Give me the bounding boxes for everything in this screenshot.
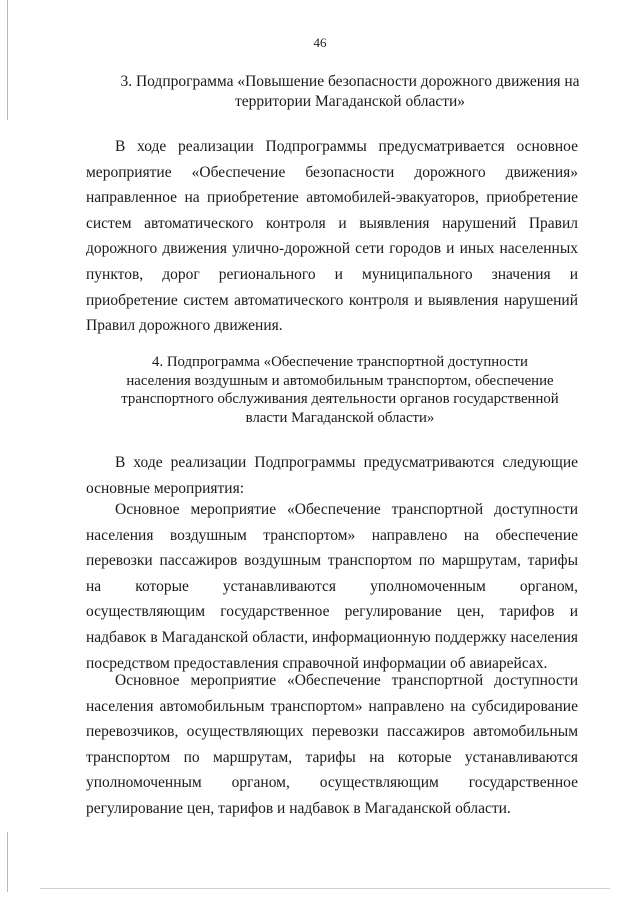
page-number: 46 bbox=[313, 35, 327, 50]
section-3-heading bbox=[110, 72, 590, 112]
section-3-paragraph: В ходе реализации Подпрограммы предусматривается основное мероприятие «Обеспечение безопасности дорожного движения» направленное на приобретение автомобилей-эвакуаторов, приобретение систем автоматического контроля и выявления нарушений Правил дорожного движения улично-дорожной сети городов и иных населенных пунктов, дорог регионального и муниципального значения и приобретение систем автоматического контроля и выявления нарушений Правил дорожного движения. bbox=[86, 138, 578, 335]
section-4-heading-line: транспортного обслуживания деятельности органов государственной bbox=[121, 391, 559, 407]
section-4-heading-line: 4. Подпрограмма «Обеспечение транспортной доступности bbox=[152, 354, 528, 370]
scan-bottom-edge bbox=[40, 888, 610, 889]
scan-margin-line bbox=[7, 832, 8, 892]
section-4-intro-paragraph: В ходе реализации Подпрограммы предусматриваются следующие основные мероприятия: bbox=[86, 454, 578, 497]
section-4-heading bbox=[95, 353, 585, 427]
scan-margin-line bbox=[7, 0, 8, 120]
section-3-heading-line: территории Магаданской области» bbox=[234, 93, 466, 110]
section-4-heading-line: власти Магаданской области» bbox=[245, 409, 435, 426]
section-4-auto-transport-paragraph: Основное мероприятие «Обеспечение транспортной доступности населения автомобильным транспортом» направлено на субсидирование перевозчиков, осуществляющих перевозки пассажиров автомобильным транспортом по маршрутам, тарифы на которые устанавливаются уполномоченным органом, осуществляющим государственное регулирование цен, тарифов и надбавок в Магаданской области. bbox=[86, 672, 578, 817]
section-3-heading-line: 3. Подпрограмма «Повышение безопасности дорожного движения на bbox=[120, 73, 580, 90]
section-4-heading-line: населения воздушным и автомобильным транспортом, обеспечение bbox=[126, 372, 554, 389]
section-4-air-transport-paragraph: Основное мероприятие «Обеспечение транспортной доступности населения воздушным транспортом» направлено на обеспечение перевозки пассажиров воздушным транспортом по маршрутам, тарифы на которые устанавливаются уполномоченным органом, осуществляющим государственное регулирование цен, тарифов и надбавок в Магаданской области, информационную поддержку населения посредством предоставления справочной информации об авиарейсах. bbox=[86, 501, 578, 672]
